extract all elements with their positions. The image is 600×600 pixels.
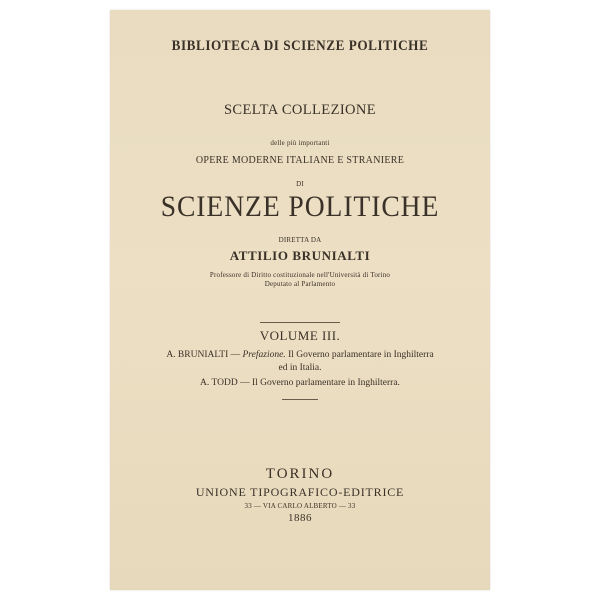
imprint-address: 33 — VIA CARLO ALBERTO — 33 xyxy=(244,502,356,510)
main-title: SCIENZE POLITICHE xyxy=(160,190,440,223)
contents-line-3: A. TODD — Il Governo parlamentare in Inghilterra. xyxy=(200,378,400,388)
small-divider-rule xyxy=(282,399,318,400)
director-name: ATTILIO BRUNIALTI xyxy=(229,248,371,263)
imprint-publisher: UNIONE TIPOGRAFICO-EDITRICE xyxy=(195,485,405,499)
collection-line-3: DI xyxy=(296,180,304,188)
collection-line-1: delle più importanti xyxy=(270,139,330,147)
director-credit-2: Deputato al Parlamento xyxy=(264,280,336,288)
collection-title: SCELTA COLLEZIONE xyxy=(223,102,377,118)
contents-title-1: Il Governo parlamentare in Inghilterra xyxy=(288,350,434,360)
contents-preface: Prefazione. xyxy=(242,350,286,360)
imprint-city: TORINO xyxy=(265,466,335,482)
collection-line-2: OPERE MODERNE ITALIANE E STRANIERE xyxy=(195,155,405,166)
divider-rule xyxy=(260,322,340,323)
directed-by-label: DIRETTA DA xyxy=(278,236,322,244)
contents-author-1: A. BRUNIALTI — xyxy=(166,350,241,360)
director-credit-1: Professore di Diritto costituzionale nell'Università di Torino xyxy=(209,271,391,279)
contents-line-1 xyxy=(110,350,490,360)
series-title: BIBLIOTECA DI SCIENZE POLITICHE xyxy=(171,38,429,54)
contents-line-2: ed in Italia. xyxy=(278,363,322,373)
title-page xyxy=(110,10,490,590)
imprint-year: 1886 xyxy=(288,512,312,524)
volume-number: VOLUME III. xyxy=(259,328,341,343)
